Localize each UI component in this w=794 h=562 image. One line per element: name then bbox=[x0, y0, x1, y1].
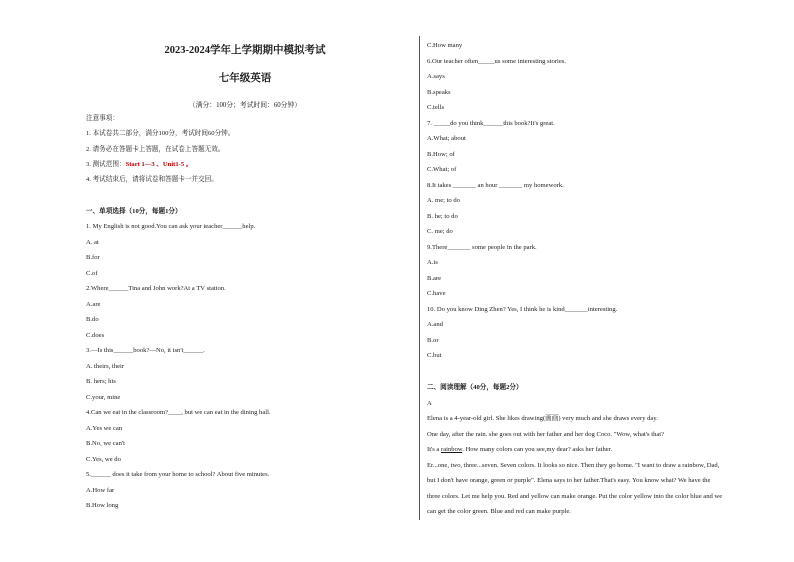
passage-line: three colors. Let me help you. Red and yellow can make orange. Put the color yellow into the color blue and we bbox=[427, 493, 723, 500]
option-line: A.and bbox=[427, 321, 443, 328]
column-divider bbox=[419, 36, 420, 520]
passage-line: It's a rainbow. How many colors can you see,my dear? asks her father. bbox=[427, 446, 613, 453]
section1-heading: 一、单项选择（10分，每题1分） bbox=[86, 208, 182, 215]
note-item: 4. 考试结束后，请将试卷和答题卡一并交回。 bbox=[86, 176, 218, 183]
passage-label: A bbox=[427, 400, 432, 407]
option-line: A.Yes we can bbox=[86, 425, 123, 432]
option-line: C.does bbox=[86, 332, 105, 339]
option-line: B. hers; his bbox=[86, 378, 116, 385]
option-line: C.What; of bbox=[427, 166, 457, 173]
option-line: C.of bbox=[86, 270, 98, 277]
option-line: A.What; about bbox=[427, 135, 466, 142]
option-line: B.do bbox=[86, 316, 99, 323]
exam-subtitle: 七年级英语 bbox=[218, 73, 272, 84]
option-line: C.but bbox=[427, 352, 442, 359]
option-line: B.are bbox=[427, 275, 442, 282]
note-item: 3. 测试范围：Start 1—3 、Unit1-5 。 bbox=[86, 161, 193, 168]
section2-heading: 二、阅读理解（40分，每题2分） bbox=[427, 384, 523, 391]
test-scope: Start 1—3 、Unit1-5 。 bbox=[125, 161, 193, 168]
passage-line: can get the color green. Blue and red can make purple. bbox=[427, 508, 571, 515]
passage-line: Er...one, two, three...seven. Seven colors. It looks so nice. Then they go home. "I want to draw a rainbow, Dad, bbox=[427, 462, 720, 469]
option-line: C.tells bbox=[427, 104, 445, 111]
question-line: 4.Can we eat in the classroom?____, but we can eat in the dining hall. bbox=[86, 409, 271, 416]
exam-title: 2023-2024学年上学期期中模拟考试 bbox=[164, 45, 326, 56]
note-item: 2. 请务必在答题卡上答题，在试卷上答题无效。 bbox=[86, 146, 225, 153]
option-line: A.are bbox=[86, 301, 101, 308]
question-line: 1. My English is not good.You can ask your teacher______help. bbox=[86, 223, 256, 230]
option-line: A.says bbox=[427, 73, 445, 80]
option-line: A. me; to do bbox=[427, 197, 460, 204]
option-line: A.is bbox=[427, 259, 438, 266]
question-line: 5.______ does it take from your home to school? About five minutes. bbox=[86, 471, 270, 478]
option-line: B.or bbox=[427, 337, 439, 344]
option-line: C.your, mine bbox=[86, 394, 121, 401]
option-line: C. me; do bbox=[427, 228, 453, 235]
question-line: 6.Our teacher often_____us some interesting stories. bbox=[427, 58, 566, 65]
question-line: 10. Do you know Ding Zhen? Yes, I think he is kind_______interesting. bbox=[427, 306, 618, 313]
option-line: B.How; of bbox=[427, 151, 455, 158]
option-line: C.How many bbox=[427, 42, 463, 49]
notes-heading: 注意事项： bbox=[86, 115, 119, 122]
option-line: A.How far bbox=[86, 487, 115, 494]
option-line: C.Yes, we do bbox=[86, 456, 121, 463]
option-line: B.for bbox=[86, 254, 100, 261]
option-line: B.How long bbox=[86, 502, 119, 509]
question-line: 8.It takes _______ an hour _______ my homework. bbox=[427, 182, 564, 189]
option-line: A. theirs, their bbox=[86, 363, 125, 370]
score-info: （满分：100分；考试时间：60分钟） bbox=[188, 102, 302, 109]
option-line: C.have bbox=[427, 290, 446, 297]
passage-line: One day, after the rain. she goes out with her father and her dog Coco. "Wow, what's that? bbox=[427, 431, 665, 438]
option-line: A. at bbox=[86, 239, 99, 246]
note-item: 1. 本试卷共二部分，满分100分，考试时间60分钟。 bbox=[86, 130, 235, 137]
passage-line: Elena is a 4-year-old girl. She likes drawing(画画) very much and she draws every day. bbox=[427, 415, 658, 422]
question-line: 7. _____do you think______this book?It's great. bbox=[427, 120, 555, 127]
passage-line: but I don't have orange, green or purple". Elena says to her father.That's easy. You know what? We have the bbox=[427, 477, 711, 484]
question-line: 2.Where______Tina and John work?At a TV station. bbox=[86, 285, 226, 292]
option-line: B.speaks bbox=[427, 89, 451, 96]
option-line: B. he; to do bbox=[427, 213, 458, 220]
question-line: 3.—Is this______book?—No, it isn't______. bbox=[86, 347, 205, 354]
option-line: B.No, we can't bbox=[86, 440, 125, 447]
question-line: 9.There_______ some people in the park. bbox=[427, 244, 537, 251]
